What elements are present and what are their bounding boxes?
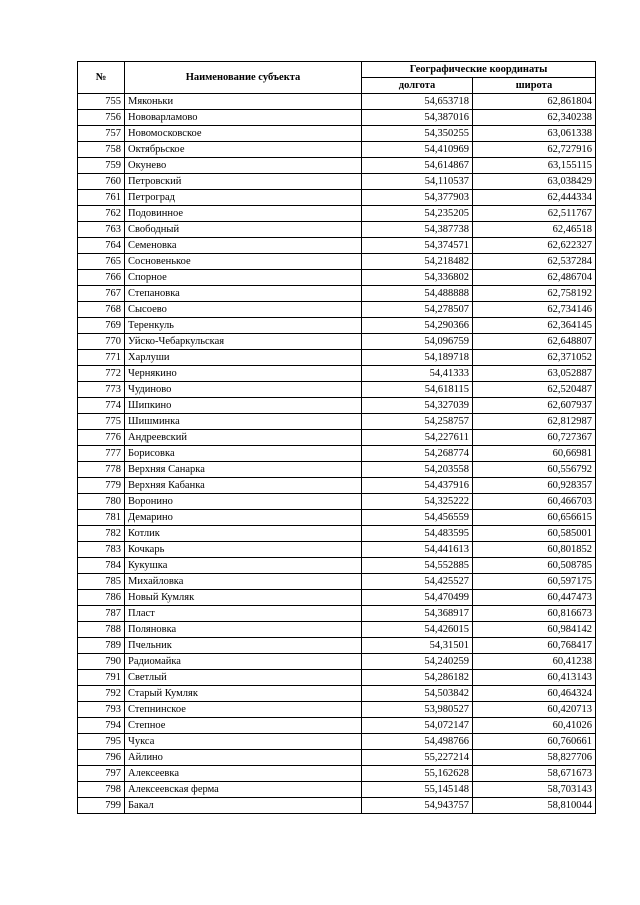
cell-name: Пласт [125,606,362,622]
table-row [78,446,596,462]
cell-latitude: 60,727367 [473,430,596,446]
cell-latitude: 63,061338 [473,126,596,142]
cell-name: Семеновка [125,238,362,254]
cell-number: 768 [78,302,125,318]
cell-number: 756 [78,110,125,126]
cell-latitude: 62,607937 [473,398,596,414]
cell-longitude: 55,162628 [362,766,473,782]
cell-name: Котлик [125,526,362,542]
cell-latitude: 62,371052 [473,350,596,366]
cell-name: Уйско-Чебаркульская [125,334,362,350]
cell-name: Сысоево [125,302,362,318]
cell-latitude: 62,340238 [473,110,596,126]
cell-latitude: 60,66981 [473,446,596,462]
table-row [78,734,596,750]
cell-name: Шишминка [125,414,362,430]
cell-name: Шипкино [125,398,362,414]
cell-longitude: 53,980527 [362,702,473,718]
cell-number: 774 [78,398,125,414]
cell-longitude: 54,503842 [362,686,473,702]
cell-latitude: 60,420713 [473,702,596,718]
cell-latitude: 60,585001 [473,526,596,542]
cell-name: Радиомайка [125,654,362,670]
cell-longitude: 54,278507 [362,302,473,318]
cell-name: Верхняя Санарка [125,462,362,478]
table-row [78,94,596,110]
cell-name: Сосновенькое [125,254,362,270]
cell-longitude: 54,203558 [362,462,473,478]
cell-name: Окунево [125,158,362,174]
table-row [78,318,596,334]
cell-longitude: 54,943757 [362,798,473,814]
cell-number: 783 [78,542,125,558]
cell-longitude: 54,258757 [362,414,473,430]
cell-name: Теренкуль [125,318,362,334]
cell-name: Алексеевка [125,766,362,782]
cell-number: 782 [78,526,125,542]
table-row [78,302,596,318]
cell-name: Чудиново [125,382,362,398]
table-row [78,798,596,814]
cell-name: Харлуши [125,350,362,366]
cell-number: 757 [78,126,125,142]
table-row [78,158,596,174]
cell-longitude: 54,614867 [362,158,473,174]
table-row [78,366,596,382]
cell-latitude: 60,413143 [473,670,596,686]
cell-longitude: 54,377903 [362,190,473,206]
cell-longitude: 54,350255 [362,126,473,142]
cell-longitude: 54,327039 [362,398,473,414]
cell-longitude: 54,31501 [362,638,473,654]
cell-name: Петровский [125,174,362,190]
column-header-latitude: широта [473,78,596,94]
cell-name: Пчельник [125,638,362,654]
table-row [78,478,596,494]
cell-longitude: 54,368917 [362,606,473,622]
table-row [78,398,596,414]
cell-latitude: 62,511767 [473,206,596,222]
table-row [78,382,596,398]
cell-latitude: 60,597175 [473,574,596,590]
table-row [78,510,596,526]
cell-number: 775 [78,414,125,430]
table-header [78,62,596,94]
cell-longitude: 54,470499 [362,590,473,606]
table-row [78,254,596,270]
cell-latitude: 63,038429 [473,174,596,190]
table-row [78,126,596,142]
table-row [78,606,596,622]
cell-number: 755 [78,94,125,110]
cell-number: 778 [78,462,125,478]
cell-latitude: 60,41238 [473,654,596,670]
cell-longitude: 55,145148 [362,782,473,798]
cell-name: Новомосковское [125,126,362,142]
cell-latitude: 58,671673 [473,766,596,782]
cell-latitude: 60,508785 [473,558,596,574]
cell-name: Мяконьки [125,94,362,110]
cell-longitude: 54,268774 [362,446,473,462]
cell-latitude: 60,466703 [473,494,596,510]
table-row [78,174,596,190]
table-body [78,94,596,814]
cell-name: Бакал [125,798,362,814]
cell-number: 792 [78,686,125,702]
cell-number: 796 [78,750,125,766]
table-row [78,206,596,222]
cell-number: 785 [78,574,125,590]
cell-latitude: 60,760661 [473,734,596,750]
cell-latitude: 62,622327 [473,238,596,254]
cell-number: 762 [78,206,125,222]
cell-latitude: 63,155115 [473,158,596,174]
cell-number: 791 [78,670,125,686]
cell-name: Борисовка [125,446,362,462]
cell-longitude: 55,227214 [362,750,473,766]
cell-name: Новый Кумляк [125,590,362,606]
table-row [78,718,596,734]
table-row [78,542,596,558]
cell-latitude: 62,537284 [473,254,596,270]
table-row [78,270,596,286]
table-row [78,286,596,302]
cell-number: 787 [78,606,125,622]
cell-longitude: 54,290366 [362,318,473,334]
table-row [78,494,596,510]
cell-latitude: 62,758192 [473,286,596,302]
cell-latitude: 60,464324 [473,686,596,702]
cell-number: 763 [78,222,125,238]
cell-number: 758 [78,142,125,158]
cell-longitude: 54,41333 [362,366,473,382]
cell-name: Михайловка [125,574,362,590]
table-row [78,430,596,446]
cell-number: 767 [78,286,125,302]
cell-latitude: 60,801852 [473,542,596,558]
cell-number: 760 [78,174,125,190]
cell-longitude: 54,096759 [362,334,473,350]
cell-name: Свободный [125,222,362,238]
table-row [78,574,596,590]
cell-longitude: 54,235205 [362,206,473,222]
cell-number: 759 [78,158,125,174]
table-row [78,766,596,782]
cell-number: 784 [78,558,125,574]
cell-name: Чернякино [125,366,362,382]
column-header-name: Наименование субъекта [125,62,362,94]
cell-longitude: 54,387738 [362,222,473,238]
table-row [78,110,596,126]
cell-latitude: 60,447473 [473,590,596,606]
cell-longitude: 54,410969 [362,142,473,158]
cell-name: Кукушка [125,558,362,574]
column-header-coordinates: Географические координаты [362,62,596,78]
cell-longitude: 54,189718 [362,350,473,366]
cell-number: 765 [78,254,125,270]
cell-name: Степановка [125,286,362,302]
cell-latitude: 62,444334 [473,190,596,206]
cell-name: Чукса [125,734,362,750]
cell-latitude: 58,827706 [473,750,596,766]
cell-longitude: 54,426015 [362,622,473,638]
table-row [78,222,596,238]
cell-longitude: 54,441613 [362,542,473,558]
cell-number: 771 [78,350,125,366]
table-row [78,750,596,766]
cell-number: 798 [78,782,125,798]
cell-name: Старый Кумляк [125,686,362,702]
cell-latitude: 62,727916 [473,142,596,158]
cell-latitude: 63,052887 [473,366,596,382]
table-row [78,334,596,350]
table-row [78,350,596,366]
cell-latitude: 60,928357 [473,478,596,494]
cell-number: 772 [78,366,125,382]
cell-number: 793 [78,702,125,718]
cell-name: Воронино [125,494,362,510]
cell-latitude: 62,46518 [473,222,596,238]
cell-longitude: 54,218482 [362,254,473,270]
cell-longitude: 54,456559 [362,510,473,526]
table-row [78,462,596,478]
cell-latitude: 62,812987 [473,414,596,430]
cell-latitude: 58,703143 [473,782,596,798]
table-row [78,686,596,702]
cell-number: 769 [78,318,125,334]
cell-longitude: 54,437916 [362,478,473,494]
cell-latitude: 62,734146 [473,302,596,318]
cell-name: Подовинное [125,206,362,222]
cell-number: 780 [78,494,125,510]
cell-latitude: 62,364145 [473,318,596,334]
cell-number: 770 [78,334,125,350]
cell-longitude: 54,552885 [362,558,473,574]
cell-number: 764 [78,238,125,254]
column-header-longitude: долгота [362,78,473,94]
cell-longitude: 54,072147 [362,718,473,734]
cell-longitude: 54,336802 [362,270,473,286]
cell-name: Алексеевская ферма [125,782,362,798]
cell-longitude: 54,240259 [362,654,473,670]
cell-number: 777 [78,446,125,462]
cell-latitude: 60,41026 [473,718,596,734]
cell-longitude: 54,110537 [362,174,473,190]
cell-name: Верхняя Кабанка [125,478,362,494]
cell-number: 779 [78,478,125,494]
cell-longitude: 54,325222 [362,494,473,510]
cell-number: 789 [78,638,125,654]
table-row [78,782,596,798]
cell-number: 773 [78,382,125,398]
coordinates-table [77,61,596,814]
cell-longitude: 54,488888 [362,286,473,302]
table-row [78,670,596,686]
column-header-number: № [78,62,125,94]
table-row [78,142,596,158]
cell-latitude: 60,768417 [473,638,596,654]
cell-latitude: 62,486704 [473,270,596,286]
cell-number: 790 [78,654,125,670]
cell-name: Петроград [125,190,362,206]
table-row [78,638,596,654]
cell-number: 795 [78,734,125,750]
cell-name: Степное [125,718,362,734]
cell-name: Светлый [125,670,362,686]
cell-longitude: 54,227611 [362,430,473,446]
cell-number: 794 [78,718,125,734]
cell-number: 799 [78,798,125,814]
cell-name: Спорное [125,270,362,286]
cell-longitude: 54,653718 [362,94,473,110]
table-row [78,622,596,638]
cell-longitude: 54,498766 [362,734,473,750]
table-row [78,238,596,254]
cell-name: Нововарламово [125,110,362,126]
cell-name: Кочкарь [125,542,362,558]
cell-number: 788 [78,622,125,638]
cell-latitude: 60,656615 [473,510,596,526]
cell-latitude: 60,556792 [473,462,596,478]
cell-number: 766 [78,270,125,286]
cell-longitude: 54,483595 [362,526,473,542]
table-row [78,702,596,718]
cell-longitude: 54,286182 [362,670,473,686]
table-row [78,590,596,606]
cell-longitude: 54,425527 [362,574,473,590]
cell-number: 797 [78,766,125,782]
table-row [78,526,596,542]
cell-name: Октябрьское [125,142,362,158]
cell-name: Демарино [125,510,362,526]
table-row [78,558,596,574]
cell-number: 761 [78,190,125,206]
cell-name: Степнинское [125,702,362,718]
cell-name: Андреевский [125,430,362,446]
cell-number: 781 [78,510,125,526]
cell-longitude: 54,618115 [362,382,473,398]
cell-latitude: 62,648807 [473,334,596,350]
cell-name: Поляновка [125,622,362,638]
cell-latitude: 60,984142 [473,622,596,638]
cell-latitude: 62,520487 [473,382,596,398]
cell-latitude: 62,861804 [473,94,596,110]
cell-number: 776 [78,430,125,446]
cell-longitude: 54,387016 [362,110,473,126]
cell-longitude: 54,374571 [362,238,473,254]
table-row [78,414,596,430]
cell-number: 786 [78,590,125,606]
cell-name: Айлино [125,750,362,766]
cell-latitude: 58,810044 [473,798,596,814]
table-row [78,654,596,670]
cell-latitude: 60,816673 [473,606,596,622]
table-row [78,190,596,206]
